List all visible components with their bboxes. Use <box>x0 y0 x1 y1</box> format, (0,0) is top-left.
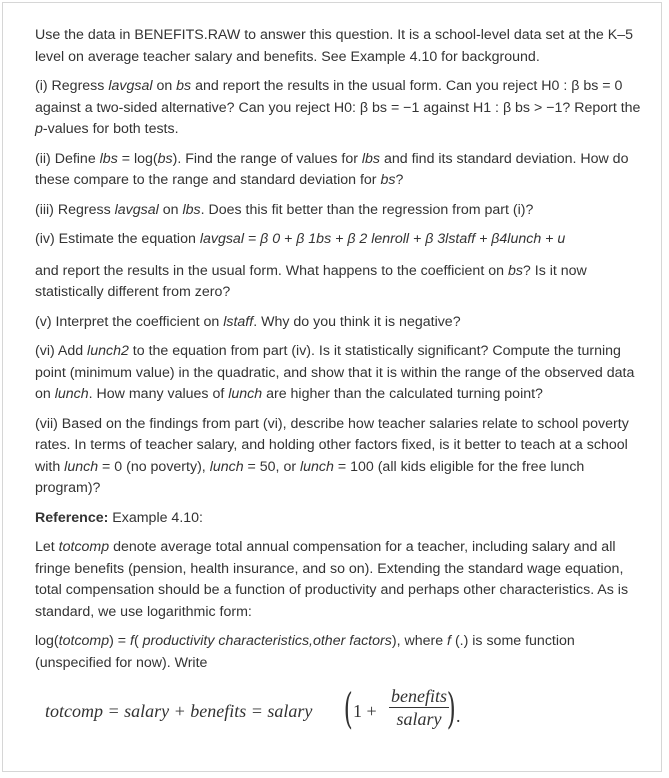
variable: lunch <box>209 458 244 475</box>
part-ii <box>35 149 641 192</box>
text: (v) Interpret the coefficient on <box>35 313 224 330</box>
text: ? Is it now statistically different from zero? <box>35 262 587 300</box>
variable: lavgsal <box>108 78 153 94</box>
text: ( <box>134 633 143 649</box>
left-paren: ( <box>343 684 353 733</box>
part-i <box>35 76 641 141</box>
variable: bs <box>176 78 192 94</box>
text: log( <box>35 633 59 649</box>
text: . Does this fit better than the regression from part (i)? <box>200 201 534 218</box>
formula-fraction <box>389 686 449 730</box>
text: on <box>158 201 183 218</box>
variable: lbs <box>99 150 118 167</box>
variable: bs <box>380 172 396 188</box>
formula-period: . <box>456 706 461 726</box>
text: on <box>152 78 177 94</box>
text: = 50, or <box>243 458 300 475</box>
reference-label: Reference: <box>35 509 109 526</box>
text: are higher than the calculated turning point? <box>262 386 543 402</box>
variable: lbs <box>361 150 381 167</box>
text: and report the results in the usual form. What happens to the coefficient on <box>35 262 508 279</box>
variable: lunch <box>228 386 263 402</box>
text: = 100 (all kids eligible for the free lunch program)? <box>35 458 585 496</box>
text: and find its standard deviation. How do these compare to the range and standard deviation for <box>35 150 629 188</box>
part-v <box>35 312 641 334</box>
part-iv <box>35 229 641 251</box>
part-vii <box>35 414 641 500</box>
text: (i) Regress <box>35 78 109 94</box>
equation: lavgsal = β 0 + β 1bs + β 2 lenroll + β 3lstaff + β4lunch + u <box>199 231 566 247</box>
text: (.) is some function (unspecified for now). Write <box>35 633 575 671</box>
question-card <box>2 2 662 772</box>
reference-heading <box>35 508 641 530</box>
text: (iv) Estimate the equation <box>35 231 200 247</box>
text: to the equation from part (iv). Is it statistically significant? Compute the turning point (minimum value) in the quadratic, and show that it is within the range of the observed data on <box>35 343 635 402</box>
text: denote average total annual compensation for a teacher, including salary and all fringe benefits (pension, health insurance, and so on). Extending the standard wage equation, total compensation should be a function of productivity and perhaps other characteristics. As is standard, we use logarithmic form: <box>35 539 629 620</box>
text: ? <box>395 172 404 188</box>
fraction-numerator: benefits <box>391 686 447 706</box>
part-vi <box>35 341 641 406</box>
right-paren: ) <box>446 684 456 733</box>
text: -values for both tests. <box>42 121 179 137</box>
variable: totcomp <box>58 633 110 649</box>
part-iv-continued <box>35 261 641 304</box>
fraction-denominator: salary <box>396 709 442 729</box>
variable: p <box>35 121 43 137</box>
question-content <box>35 25 641 736</box>
variable: lbs <box>182 201 201 218</box>
variable: totcomp <box>58 539 110 555</box>
variable: productivity characteristics,other factors <box>142 633 392 649</box>
text: (vi) Add <box>35 343 88 359</box>
variable: f <box>130 633 134 649</box>
text: (iii) Regress <box>35 201 115 218</box>
text: . How many values of <box>88 386 229 402</box>
intro-paragraph <box>35 25 641 68</box>
intro-text: Use the data in BENEFITS.RAW to answer this question. It is a school-level data set at the K–5 level on average teacher salary and benefits. See Example 4.10 for background. <box>35 27 634 65</box>
text: Let <box>35 539 59 555</box>
reference-paragraph-2 <box>35 631 641 674</box>
variable: f <box>447 633 451 649</box>
formula-lhs: totcomp = salary + benefits = salary <box>45 701 313 721</box>
text: (vii) Based on the findings from part (vi), describe how teacher salaries relate to school poverty rates. In terms of teacher salary, and holding other factors fixed, is it better to teach at a school with <box>35 415 629 475</box>
part-iii <box>35 200 641 222</box>
variable: bs <box>157 150 173 167</box>
variable: lstaff <box>223 313 254 330</box>
text: = log( <box>117 150 158 167</box>
variable: lunch2 <box>87 343 129 359</box>
variable: lunch <box>300 458 334 475</box>
variable: bs <box>507 262 523 279</box>
variable: lunch <box>64 458 99 475</box>
text: . Why do you think it is negative? <box>253 313 461 330</box>
variable: lavgsal <box>114 201 159 218</box>
text: (ii) Define <box>35 150 100 167</box>
compensation-formula <box>35 684 641 736</box>
variable: lunch <box>54 386 89 402</box>
text: ). Find the range of values for <box>172 150 362 167</box>
text: = 0 (no poverty), <box>98 458 210 475</box>
text: and report the results in the usual form. Can you reject H0 : β bs = 0 against a two-sided alternative? Can you reject H0: β bs = −1 against H1 : β bs > −1? Report the <box>35 78 641 116</box>
text: ) = <box>109 633 131 649</box>
reference-text: Example 4.10: <box>108 509 203 526</box>
reference-paragraph-1 <box>35 537 641 623</box>
text: ), where <box>391 633 448 649</box>
formula-one-plus: 1 + <box>353 701 377 721</box>
